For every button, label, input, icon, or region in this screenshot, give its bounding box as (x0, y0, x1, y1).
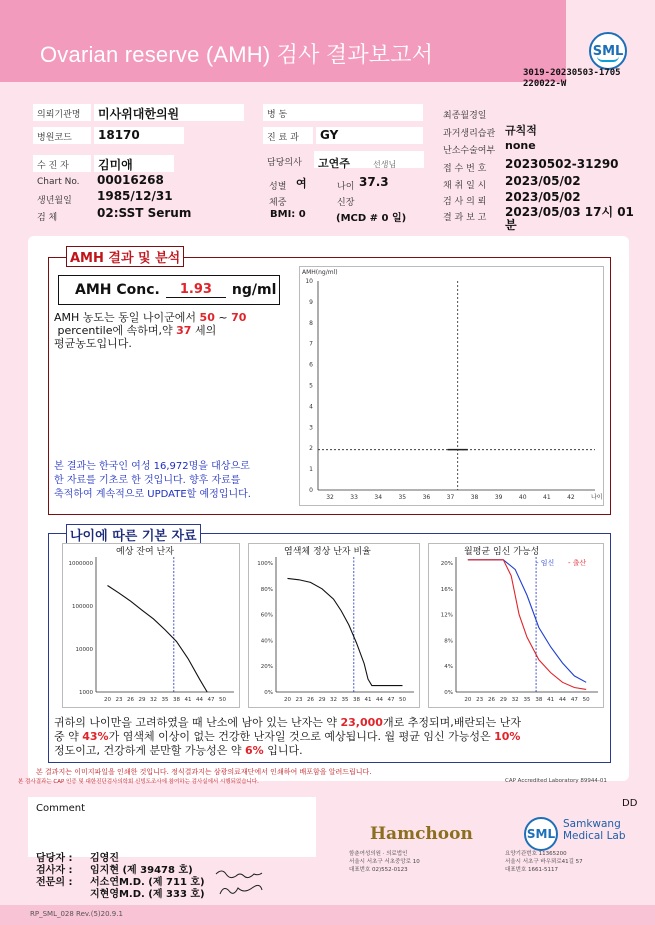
dept-value: GY (316, 127, 423, 144)
patient-name: 김미애 (94, 155, 174, 172)
y-tick-label: 16% (440, 586, 453, 593)
legend-birth: - 출산 (568, 559, 587, 567)
y-tick-label: 100000 (72, 604, 93, 610)
y-tick-label: 8% (444, 638, 453, 645)
report-number: 3019-20230503-1705 220022-W (523, 68, 621, 89)
y-tick-label: 10 (305, 278, 313, 285)
specimen-value: 02:SST Serum (97, 206, 192, 220)
weight-label: 체중 (269, 198, 287, 208)
request-label: 검 사 의 뢰 (443, 197, 487, 207)
report-date-value: 2023/05/03 17시 01 분 (505, 205, 634, 232)
x-tick-label: 26 (307, 697, 314, 703)
x-tick-label: 47 (207, 697, 215, 703)
amh-conc-unit: ng/ml (231, 282, 277, 298)
x-tick-label: 41 (547, 697, 555, 703)
y-tick-label: 5 (309, 382, 313, 390)
ovulation-value: none (505, 139, 536, 152)
chart-frame (429, 544, 604, 708)
x-tick-label: 33 (350, 494, 358, 501)
x-tick-label: 29 (138, 697, 146, 703)
x-tick-label: 38 (470, 494, 479, 501)
sex-label: 성별 (269, 182, 287, 192)
footnote-cap: 본 검사결과는 CAP 인증 및 대한진단검사의학회 신빙도조사에 참여하는 검사실에서 시행되었습니다. (18, 779, 259, 785)
amh-conc-box (58, 275, 280, 305)
report-title: Ovarian reserve (AMH) 검사 결과보고서 (40, 42, 434, 67)
dept-label: 진 료 과 (263, 127, 313, 144)
dd-mark: DD (622, 798, 638, 809)
chart-no-label: Chart No. (37, 177, 80, 187)
y-tick-label: 40% (260, 638, 273, 645)
y-tick-label: 80% (260, 586, 273, 593)
x-tick-label: 37 (446, 494, 455, 501)
receipt-value: 20230502-31290 (505, 157, 619, 171)
y-axis-label: AMH(ng/ml) (302, 269, 338, 276)
dob-value: 1985/12/31 (97, 189, 173, 203)
x-tick-label: 23 (115, 697, 123, 703)
x-tick-label: 47 (387, 697, 395, 703)
x-tick-label: 38 (173, 697, 180, 703)
x-tick-label: 41 (543, 494, 551, 501)
amh-section-title: AMH 결과 및 분석 (66, 246, 184, 267)
x-tick-label: 39 (494, 494, 503, 501)
x-tick-label: 35 (398, 494, 407, 501)
y-tick-label: 0% (444, 690, 453, 696)
age-summary-text: 귀하의 나이만을 고려하였을 때 난소에 남아 있는 난자는 약 23,000개로 추정되며,배란되는 난자 중 약 43%가 염색체 이상이 없는 건강한 난자일 것으로 예상됩니다. 월 평균 임신 가능성은 10% 정도이고, 건강하게 분만할 가능성은 약 6% 입니다. (54, 716, 521, 757)
ward-label: 병 동 (263, 104, 423, 121)
x-tick-label: 38 (353, 697, 360, 703)
bmi-value: BMI: 0 (270, 209, 306, 220)
age-label: 나이 (337, 182, 355, 192)
x-tick-label: 20 (464, 697, 472, 703)
hamchoon-logo: Hamchoon (370, 824, 473, 844)
x-tick-label: 23 (476, 697, 484, 703)
x-tick-label: 44 (376, 697, 383, 703)
x-tick-label: 26 (488, 697, 495, 703)
amh-age-chart (299, 266, 604, 506)
patient-label: 수 진 자 (33, 155, 91, 172)
doctor-box (314, 151, 424, 168)
chart-title: 염색체 정상 난자 비율 (284, 547, 371, 557)
amh-conc-value: 1.93 (166, 282, 226, 298)
x-tick-label: 38 (535, 697, 543, 703)
collect-value: 2023/05/02 (505, 174, 581, 188)
chart-no-value: 00016268 (97, 173, 164, 187)
y-tick-label: 1000 (79, 690, 93, 696)
cap-accreditation: CAP Accredited Laboratory 89944-01 (505, 778, 607, 784)
x-tick-label: 32 (511, 697, 519, 703)
y-tick-label: 20% (440, 561, 453, 567)
doctor-label: 담당의사 (267, 158, 302, 168)
y-tick-label: 100% (257, 561, 273, 567)
institution-value: 미사위대한의원 (94, 104, 244, 121)
y-tick-label: 9 (309, 298, 313, 306)
y-tick-label: 8 (309, 319, 313, 327)
comment-label: Comment (36, 803, 85, 814)
x-tick-label: 41 (364, 697, 372, 703)
x-tick-label: 32 (326, 494, 334, 501)
y-tick-label: 10000 (75, 647, 93, 653)
sml-logo-icon: SML (589, 32, 627, 70)
legend-pregnancy: - 임신 (536, 559, 555, 567)
y-tick-label: 60% (260, 612, 273, 619)
x-axis-end-label: 나이 (591, 494, 603, 501)
handwritten-signature (214, 866, 266, 902)
report-date-label: 결 과 보 고 (443, 213, 487, 223)
chart-frame (300, 267, 604, 506)
x-tick-label: 40 (518, 494, 527, 501)
y-tick-label: 6 (309, 361, 313, 369)
samkwang-logo-icon: SML (524, 817, 558, 851)
x-tick-label: 44 (559, 697, 566, 703)
y-tick-label: 1 (309, 466, 313, 474)
cycle-value: 규칙적 (505, 124, 537, 137)
hospital-code-value: 18170 (94, 127, 184, 144)
y-tick-label: 20% (260, 664, 273, 671)
chart-title: 월평균 임신 가능성 (464, 547, 540, 557)
x-tick-label: 20 (104, 697, 111, 703)
chart-frame (249, 544, 420, 708)
x-tick-label: 29 (318, 697, 326, 703)
receipt-label: 접 수 번 호 (443, 164, 487, 174)
chromosome-normal-chart (248, 543, 420, 708)
footnote-image: 본 결과지는 이미지파일을 인쇄한 것입니다. 정식결과지는 삼광의료재단에서 인쇄하여 배포함을 알려드립니다. (36, 768, 372, 776)
x-tick-label: 32 (150, 697, 157, 703)
sex-value: 여 (296, 177, 307, 190)
y-tick-label: 4 (309, 403, 313, 411)
amh-interpretation: AMH 농도는 동일 나이군에서 50 ~ 70 percentile에 속하며,약 37 세의 평균농도입니다. (54, 311, 247, 350)
dob-label: 생년월일 (37, 196, 72, 206)
amh-conc-label: AMH Conc. (75, 282, 160, 298)
x-tick-label: 35 (161, 697, 169, 703)
x-tick-label: 36 (422, 494, 431, 501)
request-value: 2023/05/02 (505, 190, 581, 204)
y-tick-label: 4% (444, 664, 453, 671)
samkwang-name: Samkwang Medical Lab (563, 818, 626, 842)
hospital-code-label: 병원코드 (33, 127, 91, 144)
y-tick-label: 7 (309, 340, 313, 348)
pregnancy-chance-chart (428, 543, 604, 708)
age-value: 37.3 (359, 175, 389, 189)
specimen-label: 검 체 (37, 213, 58, 223)
samkwang-info: 요양기관번호 11365200 서울시 서초구 바우뫼로41길 57 대표번호 1661-5117 (505, 851, 583, 873)
x-tick-label: 34 (374, 494, 383, 501)
mcd-value: (MCD # 0 일) (336, 213, 407, 224)
institution-label: 의뢰기관명 (33, 104, 91, 121)
x-tick-label: 50 (582, 697, 590, 703)
x-tick-label: 47 (570, 697, 578, 703)
x-tick-label: 26 (127, 697, 134, 703)
age-data-section-title: 나이에 따른 기본 자료 (66, 524, 201, 545)
hamchoon-info: 함춘여성의원 · 의료법인 서울시 서초구 서초중앙로 10 대표번호 02)552-0123 (349, 851, 420, 873)
doctor-name: 고연주 (318, 157, 350, 170)
doctor-suffix: 선생님 (372, 160, 397, 169)
x-tick-label: 50 (399, 697, 406, 703)
x-tick-label: 23 (295, 697, 303, 703)
height-label: 신장 (337, 198, 355, 208)
y-tick-label: 1000000 (68, 561, 93, 567)
x-tick-label: 32 (330, 697, 337, 703)
chart-title: 예상 잔여 난자 (116, 547, 174, 557)
y-tick-label: 3 (309, 424, 313, 432)
amh-data-note: 본 결과는 한국인 여성 16,972명을 대상으로 한 자료를 기초로 한 것입니다. 향후 자료를 축적하여 계속적으로 UPDATE할 예정입니다. (54, 461, 251, 500)
x-tick-label: 42 (567, 494, 575, 501)
cycle-label: 과거생리습관 (443, 129, 496, 139)
x-tick-label: 35 (523, 697, 531, 703)
signature-names: 김영진 임지현 (제 39478 호) 서소연M.D. (제 711 호) 지현영M.D. (제 333 호) (90, 853, 205, 900)
x-tick-label: 41 (184, 697, 192, 703)
y-tick-label: 0 (309, 487, 313, 494)
x-tick-label: 50 (219, 697, 226, 703)
lmp-label: 최종월경일 (443, 111, 487, 121)
chart-frame (63, 544, 240, 708)
remaining-eggs-chart (62, 543, 240, 708)
ovulation-label: 난소수술여부 (443, 146, 496, 156)
form-number: RP_SML_028 Rev.(5)20.9.1 (30, 910, 123, 918)
y-tick-label: 12% (440, 612, 453, 619)
y-tick-label: 2 (309, 445, 313, 453)
collect-label: 채 취 일 시 (443, 181, 487, 191)
signature-labels: 담당자 : 검사자 : 전문의 : (36, 853, 73, 888)
x-tick-label: 35 (341, 697, 349, 703)
x-tick-label: 29 (499, 697, 507, 703)
x-tick-label: 44 (196, 697, 203, 703)
y-tick-label: 0% (264, 690, 273, 696)
x-tick-label: 20 (284, 697, 291, 703)
